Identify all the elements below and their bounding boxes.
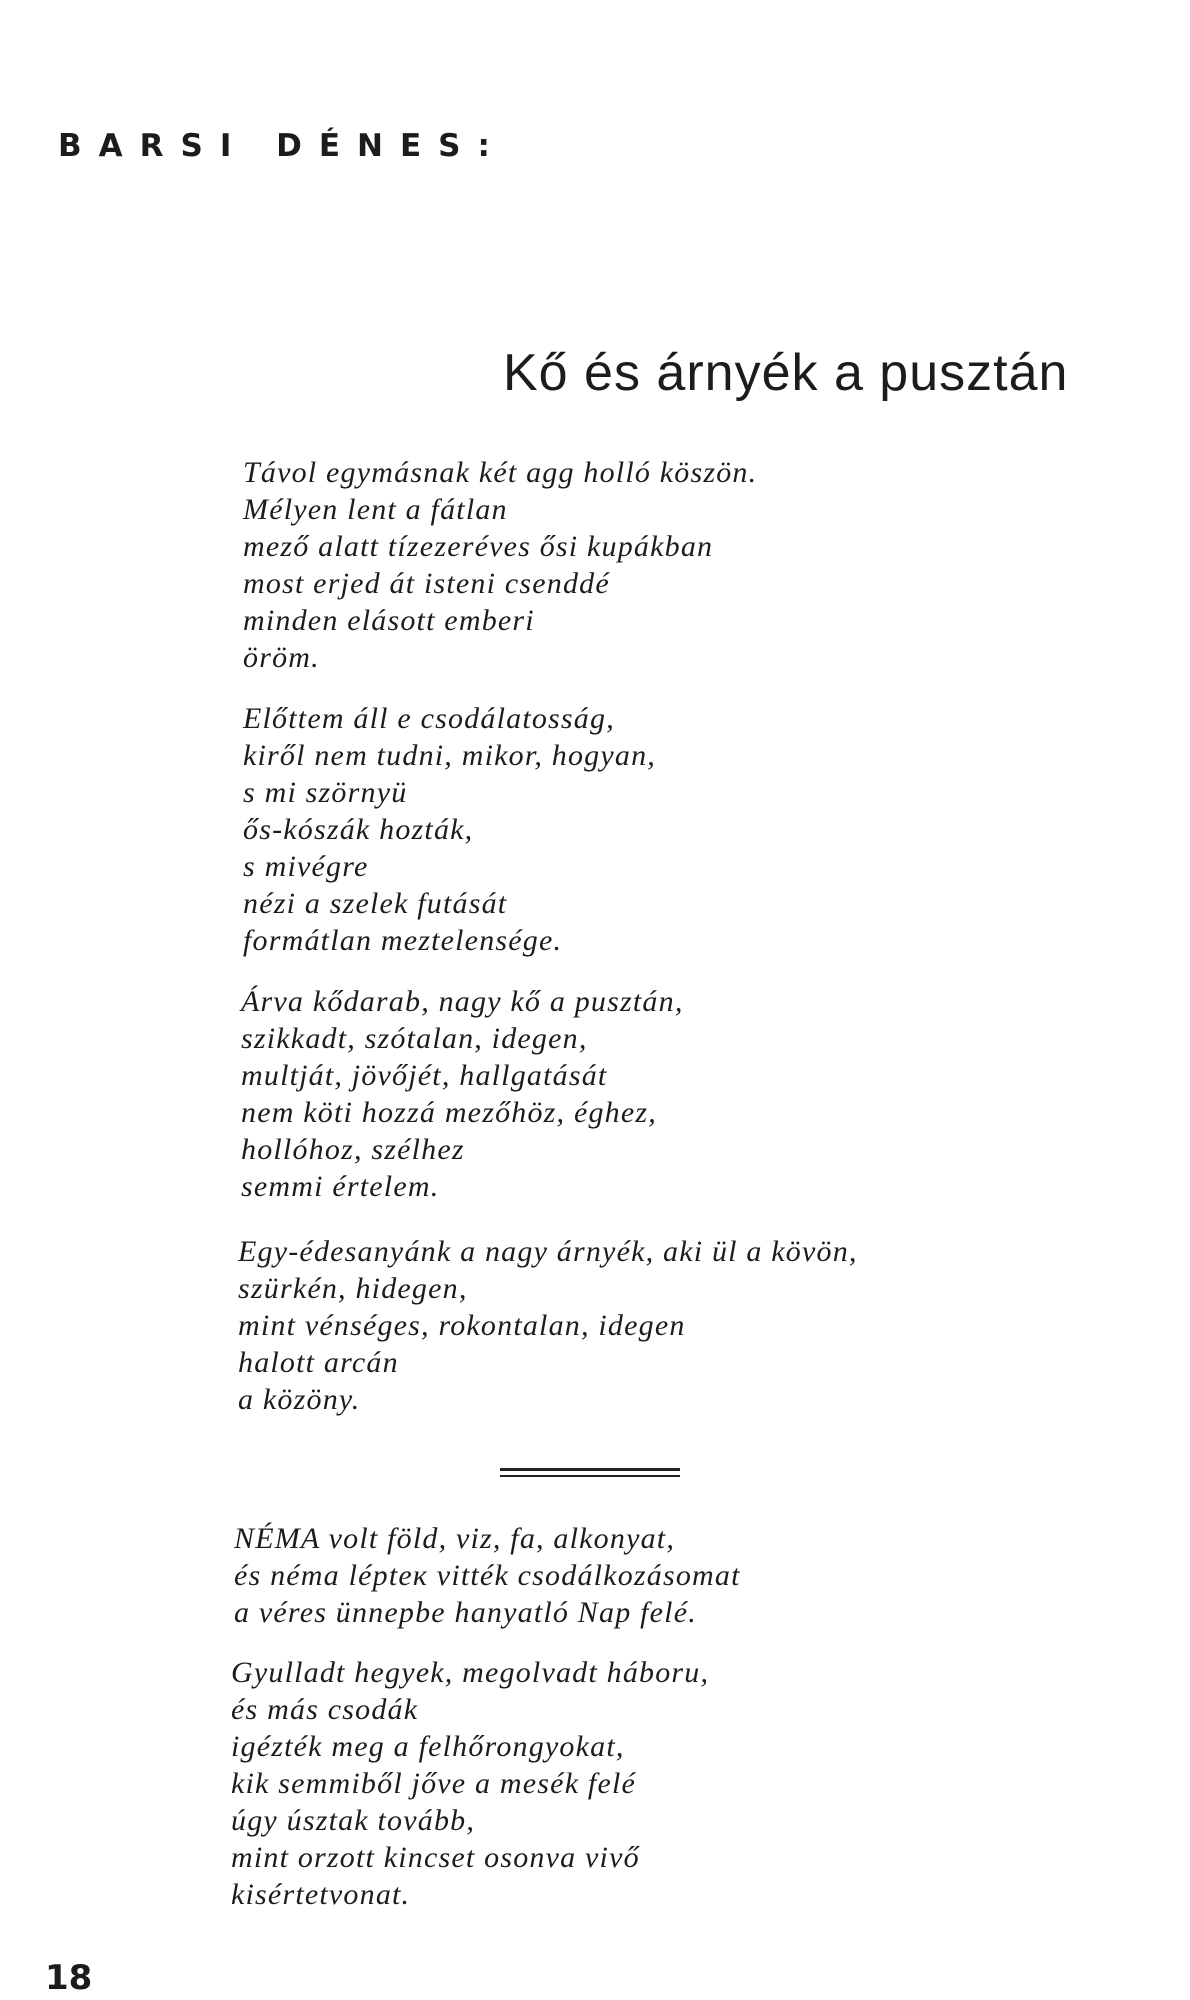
- poem-title: Kő és árnyék a pusztán: [503, 344, 1069, 402]
- poem-line: kik semmiből jőve a mesék felé: [231, 1767, 637, 1800]
- poem-line: s mivégre: [243, 850, 369, 883]
- poem-line: mint vénséges, rokontalan, idegen: [238, 1309, 686, 1342]
- poem-line: a közöny.: [238, 1383, 361, 1416]
- poem-line: szürkén, hidegen,: [238, 1272, 468, 1305]
- stanza-6: [231, 1654, 709, 1913]
- poem-line: Gyulladt hegyek, megolvadt háboru,: [231, 1656, 710, 1689]
- poem-line: Távol egymásnak két agg holló köszön.: [243, 456, 758, 489]
- poem-line: mint orzott kincset osonva vivő: [231, 1841, 640, 1874]
- poem-line: s mi szörnyü: [243, 776, 408, 809]
- stanza-4: [238, 1233, 858, 1418]
- poem-line: kiről nem tudni, mikor, hogyan,: [243, 739, 656, 772]
- poem-line: és más csodák: [231, 1693, 419, 1726]
- poem-line: NÉMA volt föld, viz, fa, alkonyat,: [234, 1522, 676, 1555]
- section-divider: [500, 1468, 680, 1477]
- poem-line: és néma lépteк vitték csodálkozásomat: [234, 1559, 741, 1592]
- stanza-2: [243, 700, 656, 959]
- poem-line: halott arcán: [238, 1346, 399, 1379]
- poem-line: ős-kószák hozták,: [243, 813, 474, 846]
- poem-line: hollóhoz, szélhez: [241, 1133, 465, 1166]
- author-heading: BARSI DÉNES:: [58, 128, 507, 164]
- poem-line: minden elásott emberi: [243, 604, 535, 637]
- poem-line: most erjed át isteni csenddé: [243, 567, 610, 600]
- poem-line: semmi értelem.: [241, 1170, 440, 1203]
- poem-line: öröm.: [243, 641, 320, 674]
- poem-line: mező alatt tízezeréves ősi kupákban: [243, 530, 714, 563]
- poem-line: formátlan meztelensége.: [243, 924, 563, 957]
- poem-line: Árva kődarab, nagy kő a pusztán,: [241, 985, 684, 1018]
- poem-line: kisértetvonat.: [231, 1878, 411, 1911]
- poem-line: szikkadt, szótalan, idegen,: [241, 1022, 588, 1055]
- stanza-5: [234, 1520, 741, 1631]
- poem-line: nem köti hozzá mezőhöz, éghez,: [241, 1096, 657, 1129]
- poem-line: a véres ünnepbe hanyatló Nap felé.: [234, 1596, 697, 1629]
- poem-line: igézték meg a felhőrongyokat,: [231, 1730, 625, 1763]
- stanza-3: [241, 983, 684, 1205]
- poem-line: Mélyen lent a fátlan: [243, 493, 508, 526]
- poem-line: multját, jövőjét, hallgatását: [241, 1059, 608, 1092]
- poem-line: Egy-édesanyánk a nagy árnyék, aki ül a kövön,: [238, 1235, 858, 1268]
- stanza-1: [243, 454, 757, 676]
- poem-line: úgy úsztak tovább,: [231, 1804, 476, 1837]
- poem-line: nézi a szelek futását: [243, 887, 508, 920]
- poem-line: Előttem áll e csodálatosság,: [243, 702, 615, 735]
- page-number: 18: [45, 1958, 93, 1998]
